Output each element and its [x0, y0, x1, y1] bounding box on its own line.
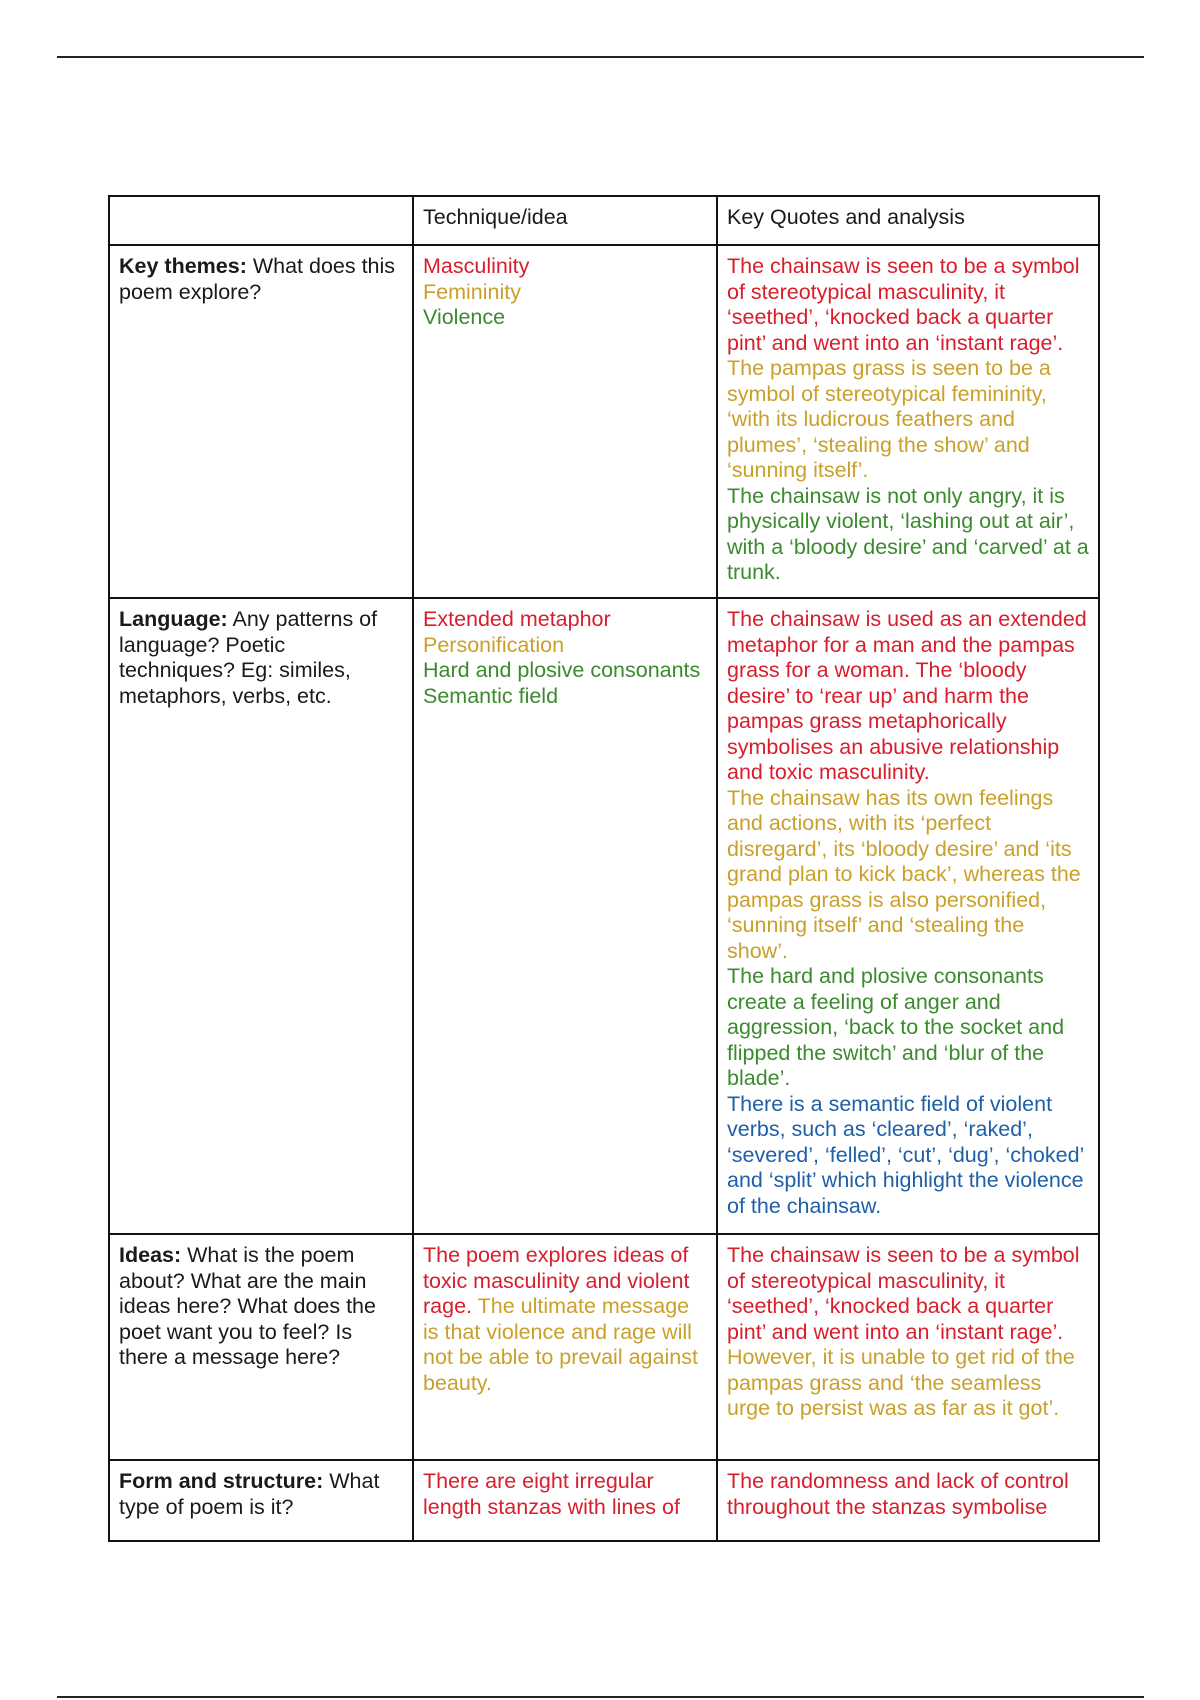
row-label: Key themes: — [119, 254, 247, 278]
technique-item: Femininity — [423, 279, 521, 304]
bottom-rule — [57, 1696, 1144, 1698]
row-label: Ideas: — [119, 1243, 182, 1267]
analysis-cell — [717, 245, 1099, 598]
analysis-paragraph: The chainsaw is not only angry, it is physically violent, ‘lashing out at air’, with a ‘bloody desire’ and ‘carved’ at a trunk. — [727, 483, 1089, 584]
analysis-paragraph: The chainsaw is used as an extended metaphor for a man and the pampas grass for a woman. The ‘bloody desire’ to ‘rear up’ and harm the pampas grass metaphorically symbolises an abusive relationship and toxic masculinity. — [727, 607, 1087, 784]
table-header-row — [109, 196, 1099, 245]
row-prompt: Any patterns of language? Poetic techniques? Eg: similes, metaphors, verbs, etc. — [119, 607, 378, 708]
technique-item: The poem explores ideas of toxic masculinity and violent rage. — [423, 1243, 690, 1318]
table-row — [109, 1460, 1099, 1541]
table-row — [109, 598, 1099, 1234]
analysis-paragraph: The pampas grass is seen to be a symbol of stereotypical femininity, ‘with its ludicrous feathers and plumes’, ‘stealing the show’ and ‘sunning itself’. — [727, 356, 1051, 482]
technique-item: Personification — [423, 632, 565, 657]
header-technique: Technique/idea — [413, 196, 717, 245]
technique-item: Semantic field — [423, 683, 559, 708]
analysis-paragraph: The chainsaw is seen to be a symbol of stereotypical masculinity, it ‘seethed’, ‘knocked back a quarter pint’ and went into an ‘instant rage’. — [727, 254, 1080, 355]
row-prompt: What is the poem about? What are the main ideas here? What does the poet want you to feel? Is there a message here? — [119, 1243, 376, 1369]
header-key-quotes: Key Quotes and analysis — [717, 196, 1099, 245]
analysis-cell — [717, 1460, 1099, 1541]
table-row — [109, 245, 1099, 598]
technique-cell — [413, 245, 717, 598]
technique-cell — [413, 1460, 717, 1541]
row-label-cell — [109, 598, 413, 1234]
top-rule — [57, 56, 1144, 58]
table-row — [109, 1234, 1099, 1460]
row-label: Language: — [119, 607, 228, 631]
analysis-paragraph: The hard and plosive consonants create a feeling of anger and aggression, ‘back to the socket and flipped the switch’ and ‘blur of the blade’. — [727, 964, 1065, 1090]
technique-item: There are eight irregular length stanzas with lines of — [423, 1469, 680, 1519]
technique-cell — [413, 1234, 717, 1460]
analysis-paragraph: The randomness and lack of control throughout the stanzas symbolise — [727, 1469, 1069, 1519]
analysis-paragraph: The chainsaw has its own feelings and actions, with its ‘perfect disregard’, its ‘bloody desire’ and ‘its grand plan to kick back’, whereas the pampas grass is also personified, ‘sunning itself’ and ‘stealing the show’. — [727, 785, 1081, 963]
technique-cell — [413, 598, 717, 1234]
analysis-paragraph: There is a semantic field of violent verbs, such as ‘cleared’, ‘raked’, ‘severed’, ‘felled’, ‘cut’, ‘dug’, ‘choked’ and ‘split’ which highlight the violence of the chainsaw. — [727, 1091, 1084, 1218]
row-prompt: What does this poem explore? — [119, 254, 396, 304]
technique-item: Violence — [423, 305, 506, 329]
row-label: Form and structure: — [119, 1469, 324, 1493]
row-label-cell — [109, 245, 413, 598]
technique-item: Extended metaphor — [423, 607, 611, 631]
header-cell-blank — [109, 196, 413, 245]
analysis-cell — [717, 1234, 1099, 1460]
technique-item: Masculinity — [423, 254, 530, 278]
row-prompt: What type of poem is it? — [119, 1469, 380, 1519]
technique-item: Hard and plosive consonants — [423, 658, 701, 682]
analysis-paragraph: However, it is unable to get rid of the pampas grass and ‘the seamless urge to persist was as far as it got’. — [727, 1345, 1075, 1420]
analysis-cell — [717, 598, 1099, 1234]
analysis-paragraph: The chainsaw is seen to be a symbol of stereotypical masculinity, it ‘seethed’, ‘knocked back a quarter pint’ and went into an ‘instant rage’. — [727, 1243, 1080, 1344]
analysis-table — [108, 195, 1100, 1542]
row-label-cell — [109, 1460, 413, 1541]
technique-item: The ultimate message is that violence and rage will not be able to prevail against beauty. — [423, 1294, 698, 1395]
row-label-cell — [109, 1234, 413, 1460]
